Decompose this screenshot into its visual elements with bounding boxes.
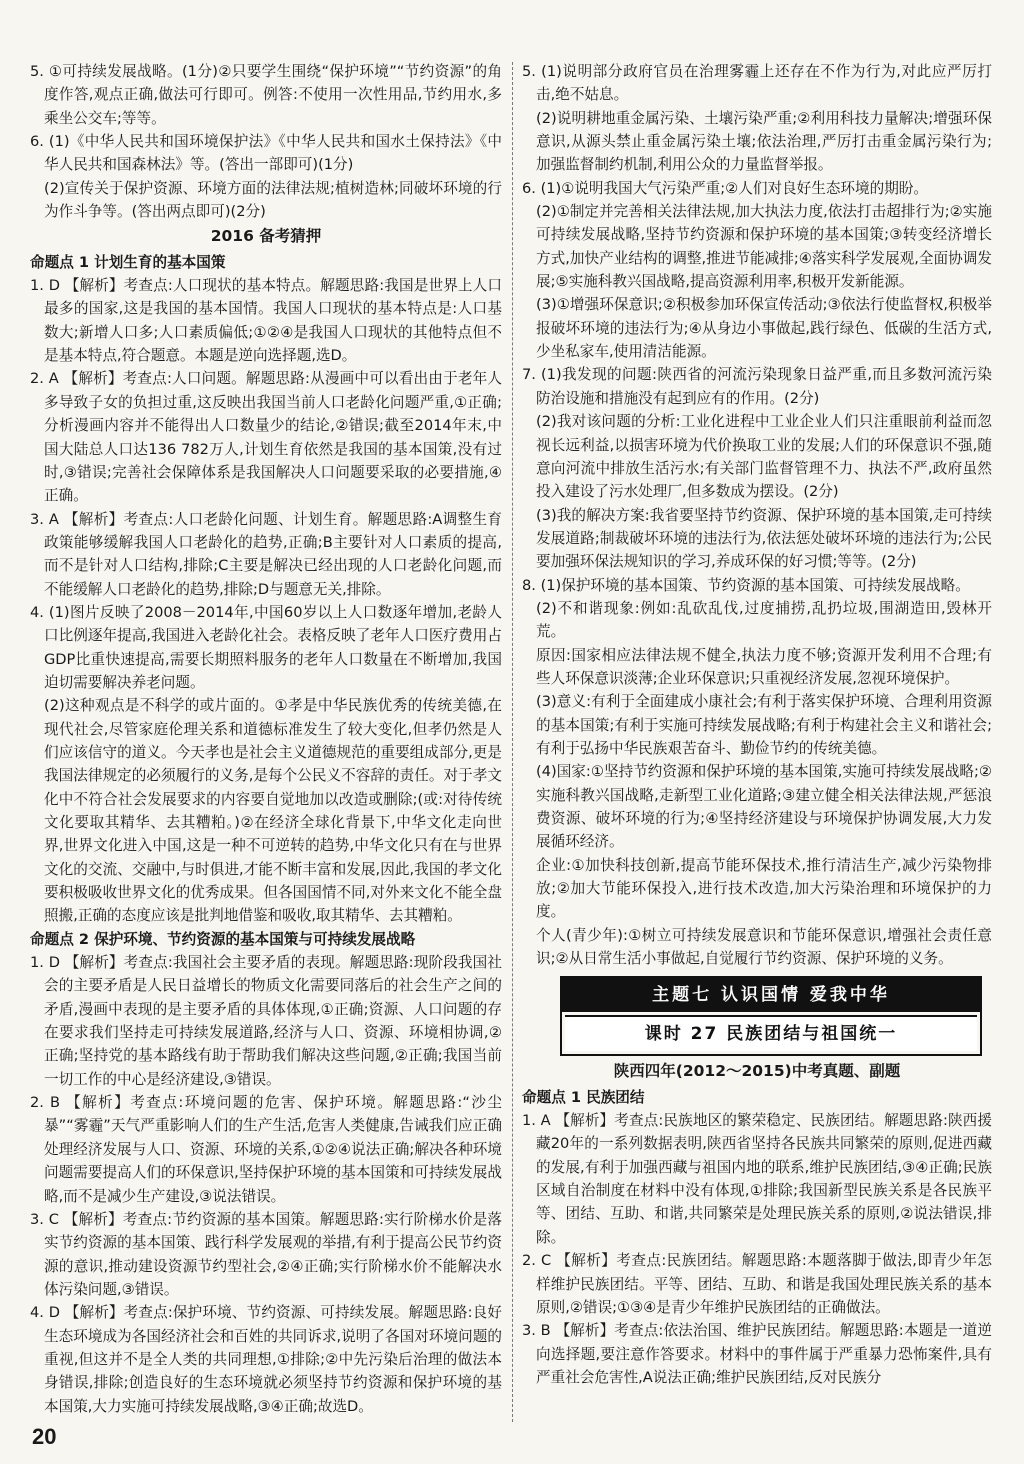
answer-paragraph: 2. B 【解析】考查点:环境问题的危害、保护环境。解题思路:“沙尘暴”“雾霾”天气严重影响人们的生产生活,危害人类健康,告诫我们应正确处理经济发展与人口、资源、环境的关系,①②④说法正确;解决各种环境问题需要提高人们的环保意识,坚持保护环境的基本国策和可持续发展战略,而不是减少生产建设,③说法错误。 — [30, 1094, 502, 1205]
left-column — [30, 60, 502, 1418]
answer-paragraph: 4. (1)图片反映了2008－2014年,中国60岁以上人口数逐年增加,老龄人口比例逐年提高,我国进入老龄化社会。表格反映了老年人口医疗费用占GDP比重快速提高,需要长期照料服务的老年人口数量在不断增加,我国迫切需要解决养老问题。 — [30, 603, 502, 691]
section-title: 陕西四年(2012～2015)中考真题、副题 — [613, 1062, 901, 1081]
answer-paragraph: 1. D 【解析】考查点:人口现状的基本特点。解题思路:我国是世界上人口最多的国家,这是我国的基本国情。我国人口现状的基本特点是:人口基数大;新增人口多;人口素质偏低;①②④是我国人口现状的其他特点但不是基本特点,符合题意。本题是逆向选择题,选D。 — [30, 277, 502, 365]
answer-paragraph: 2. C 【解析】考查点:民族团结。解题思路:本题落脚于做法,即青少年怎样维护民族团结。平等、团结、互助、和谐是我国处理民族关系的基本原则,②错误;①③④是青少年维护民族团结的正确做法。 — [522, 1252, 992, 1316]
answer-paragraph: 1. D 【解析】考查点:我国社会主要矛盾的表现。解题思路:现阶段我国社会的主要矛盾是人民日益增长的物质文化需要同落后的社会生产之间的矛盾,漫画中表现的是主要矛盾的具体体现,①正确;资源、人口问题的存在要求我们坚持走可持续发展道路,经济与人口、资源、环境相协调,②正确;坚持党的基本路线有助于帮助我们解决这些问题,②正确;我国当前一切工作的中心是经济建设,③错误。 — [30, 954, 502, 1088]
answer-paragraph: (2)说明耕地重金属污染、土壤污染严重;②利用科技力量解决;增强环保意识,从源头禁止重金属污染土壤;依法治理,严厉打击重金属污染行为;加强监督制约机制,利用公众的力量监督举报。 — [536, 109, 992, 174]
column-divider — [512, 62, 513, 1422]
answer-paragraph: 个人(青少年):①树立可持续发展意识和节能环保意识,增强社会责任意识;②从日常生活小事做起,自觉履行节约资源、保护环境的义务。 — [536, 926, 992, 968]
answer-paragraph: 7. (1)我发现的问题:陕西省的河流污染现象日益严重,而且多数河流污染防治设施和措施没有起到应有的作用。(2分) — [522, 366, 992, 407]
answer-paragraph: 4. D 【解析】考查点:保护环境、节约资源、可持续发展。解题思路:良好生态环境成为各国经济社会和百姓的共同诉求,说明了各国对环境问题的重视,但这并不是全人类的共同理想,①排除;②中先污染后治理的做法本身错误,排除;创造良好的生态环境就必须坚持节约资源和保护环境的基本国策,大力实施可持续发展战略,③④正确;故选D。 — [30, 1304, 502, 1415]
answer-paragraph: (3)我的解决方案:我省要坚持节约资源、保护环境的基本国策,走可持续发展道路;制裁破坏环境的违法行为,依法惩处破坏环境的违法行为;公民要加强环保法规知识的学习,养成环保的好习惯;等等。(2分) — [536, 506, 992, 571]
answer-paragraph: 原因:国家相应法律法规不健全,执法力度不够;资源开发利用不合理;有些人环保意识淡薄;企业环保意识;只重视经济发展,忽视环境保护。 — [536, 646, 992, 687]
banner-theme: 主题七 认识国情 爱我中华 — [562, 978, 980, 1012]
page-number: 20 — [32, 1424, 57, 1449]
topic-heading: 命题点 1 民族团结 — [522, 1088, 645, 1106]
answer-paragraph: (2)我对该问题的分析:工业化进程中工业企业人们只注重眼前利益而忽视长远利益,以损害环境为代价换取工业的发展;人们的环保意识不强,随意向河流中排放生活污水;有关部门监督管理不力、执法不严,政府虽然投入建设了污水处理厂,但多数成为摆设。(2分) — [536, 413, 992, 501]
section-title: 2016 备考猜押 — [210, 227, 322, 246]
answer-paragraph: 3. A 【解析】考查点:人口老龄化问题、计划生育。解题思路:A调整生育政策能够缓解我国人口老龄化的趋势,正确;B主要针对人口素质的提高,而不是针对人口结构,排除;C主要是解决已经出现的人口老龄化问题,而不能缓解人口老龄化的趋势,排除;D与题意无关,排除。 — [30, 510, 502, 598]
answer-paragraph: (2)这种观点是不科学的或片面的。①孝是中华民族优秀的传统美德,在现代社会,尽管家庭伦理关系和道德标准发生了较大变化,但孝仍然是人们应该信守的道义。今天孝也是社会主义道德规范的重要组成部分,更是我国法律规定的必须履行的义务,是每个公民义不容辞的责任。对于孝文化中不符合社会发展要求的内容要自觉地加以改造或删除;(或:对待传统文化要取其精华、去其糟粕。)②在经济全球化背景下,中华文化走向世界,世界文化进入中国,这是一种不可逆转的趋势,中华文化只有在与世界文化的交流、交融中,与时俱进,才能不断丰富和发展,因此,我国的孝文化要积极吸收世界文化的优秀成果。但各国国情不同,对外来文化不能全盘照搬,正确的态度应该是批判地借鉴和吸收,取其精华、去其糟粕。 — [44, 697, 502, 925]
answer-paragraph: 企业:①加快科技创新,提高节能环保技术,推行清洁生产,减少污染物排放;②加大节能环保投入,进行技术改造,加大污染治理和环境保护的力度。 — [536, 856, 992, 921]
answer-paragraph: (2)宣传关于保护资源、环境方面的法律法规;植树造林;同破坏环境的行为作斗争等。(答出两点即可)(2分) — [44, 179, 502, 221]
section-banner — [560, 976, 982, 1056]
answer-paragraph: (3)意义:有利于全面建成小康社会;有利于落实保护环境、合理利用资源的基本国策;有利于实施可持续发展战略;有利于构建社会主义和谐社会;有利于弘扬中华民族艰苦奋斗、勤俭节约的传统美德。 — [536, 693, 992, 757]
answer-paragraph: 8. (1)保护环境的基本国策、节约资源的基本国策、可持续发展战略。 — [522, 576, 970, 594]
answer-paragraph: (4)国家:①坚持节约资源和保护环境的基本国策,实施可持续发展战略;②实施科教兴国战略,走新型工业化道路;③建立健全相关法律法规,严惩浪费资源、破坏环境的行为;④坚持经济建设与环境保护协调发展,大力发展循环经济。 — [536, 763, 992, 851]
answer-paragraph: 3. C 【解析】考查点:节约资源的基本国策。解题思路:实行阶梯水价是落实节约资源的基本国策、践行科学发展观的举措,有利于提高公民节约资源的意识,推动建设资源节约型社会,②④正确;实行阶梯水价不能解决水体污染问题,③错误。 — [30, 1210, 502, 1298]
answer-paragraph: (2)不和谐现象:例如:乱砍乱伐,过度捕捞,乱扔垃圾,围湖造田,毁林开荒。 — [536, 599, 992, 641]
right-column — [522, 60, 992, 1389]
answer-paragraph: (2)①制定并完善相关法律法规,加大执法力度,依法打击超排行为;②实施可持续发展战略,坚持节约资源和保护环境的基本国策;③转变经济增长方式,加快产业结构的调整,推进节能减排;④落实科学发展观,全面协调发展;⑤实施科教兴国战略,提高资源利用率,积极开发新能源。 — [536, 203, 992, 291]
answer-paragraph: 6. (1)①说明我国大气污染严重;②人们对良好生态环境的期盼。 — [522, 179, 928, 197]
banner-lesson: 课时 27 民族团结与祖国统一 — [565, 1015, 977, 1051]
answer-paragraph: (3)①增强环保意识;②积极参加环保宣传活动;③依法行使监督权,积极举报破坏环境的违法行为;④从身边小事做起,践行绿色、低碳的生活方式,少坐私家车,使用清洁能源。 — [536, 296, 992, 361]
answer-paragraph: 2. A 【解析】考查点:人口问题。解题思路:从漫画中可以看出由于老年人多导致子女的负担过重,这反映出我国当前人口老龄化问题严重,①正确;分析漫画内容并不能得出人口数量少的结论,②错误;截至2014年末,中国大陆总人口达136 782万人,计划生育依然是我国的基本国策,没有过时,③错误;完善社会保障体系是我国解决人口问题要采取的必要措施,④正确。 — [30, 370, 502, 505]
answer-paragraph: 5. (1)说明部分政府官员在治理雾霾上还存在不作为行为,对此应严厉打击,绝不姑息。 — [522, 63, 992, 104]
answer-paragraph: 6. (1)《中华人民共和国环境保护法》《中华人民共和国水土保持法》《中华人民共和国森林法》等。(答出一部即可)(1分) — [30, 133, 502, 174]
answer-paragraph: 3. B 【解析】考查点:依法治国、维护民族团结。解题思路:本题是一道逆向选择题,要注意作答要求。材料中的事件属于严重暴力恐怖案件,具有严重社会危害性,A说法正确;维护民族团结,反对民族分 — [522, 1322, 992, 1386]
answer-paragraph: 1. A 【解析】考查点:民族地区的繁荣稳定、民族团结。解题思路:陕西援藏20年的一系列数据表明,陕西省坚持各民族共同繁荣的原则,促进西藏的发展,有利于加强西藏与祖国内地的联系,维护民族团结,③④正确;民族区域自治制度在材料中没有体现,①排除;我国新型民族关系是各民族平等、团结、互助、和谐,共同繁荣是处理民族关系的原则,②说法错误,排除。 — [522, 1112, 992, 1246]
topic-heading: 命题点 1 计划生育的基本国策 — [30, 253, 226, 271]
topic-heading: 命题点 2 保护环境、节约资源的基本国策与可持续发展战略 — [30, 930, 416, 948]
answer-paragraph: 5. ①可持续发展战略。(1分)②只要学生围绕“保护环境”“节约资源”的角度作答,观点正确,做法可行即可。例答:不使用一次性用品,节约用水,多乘坐公交车;等等。 — [30, 63, 502, 127]
